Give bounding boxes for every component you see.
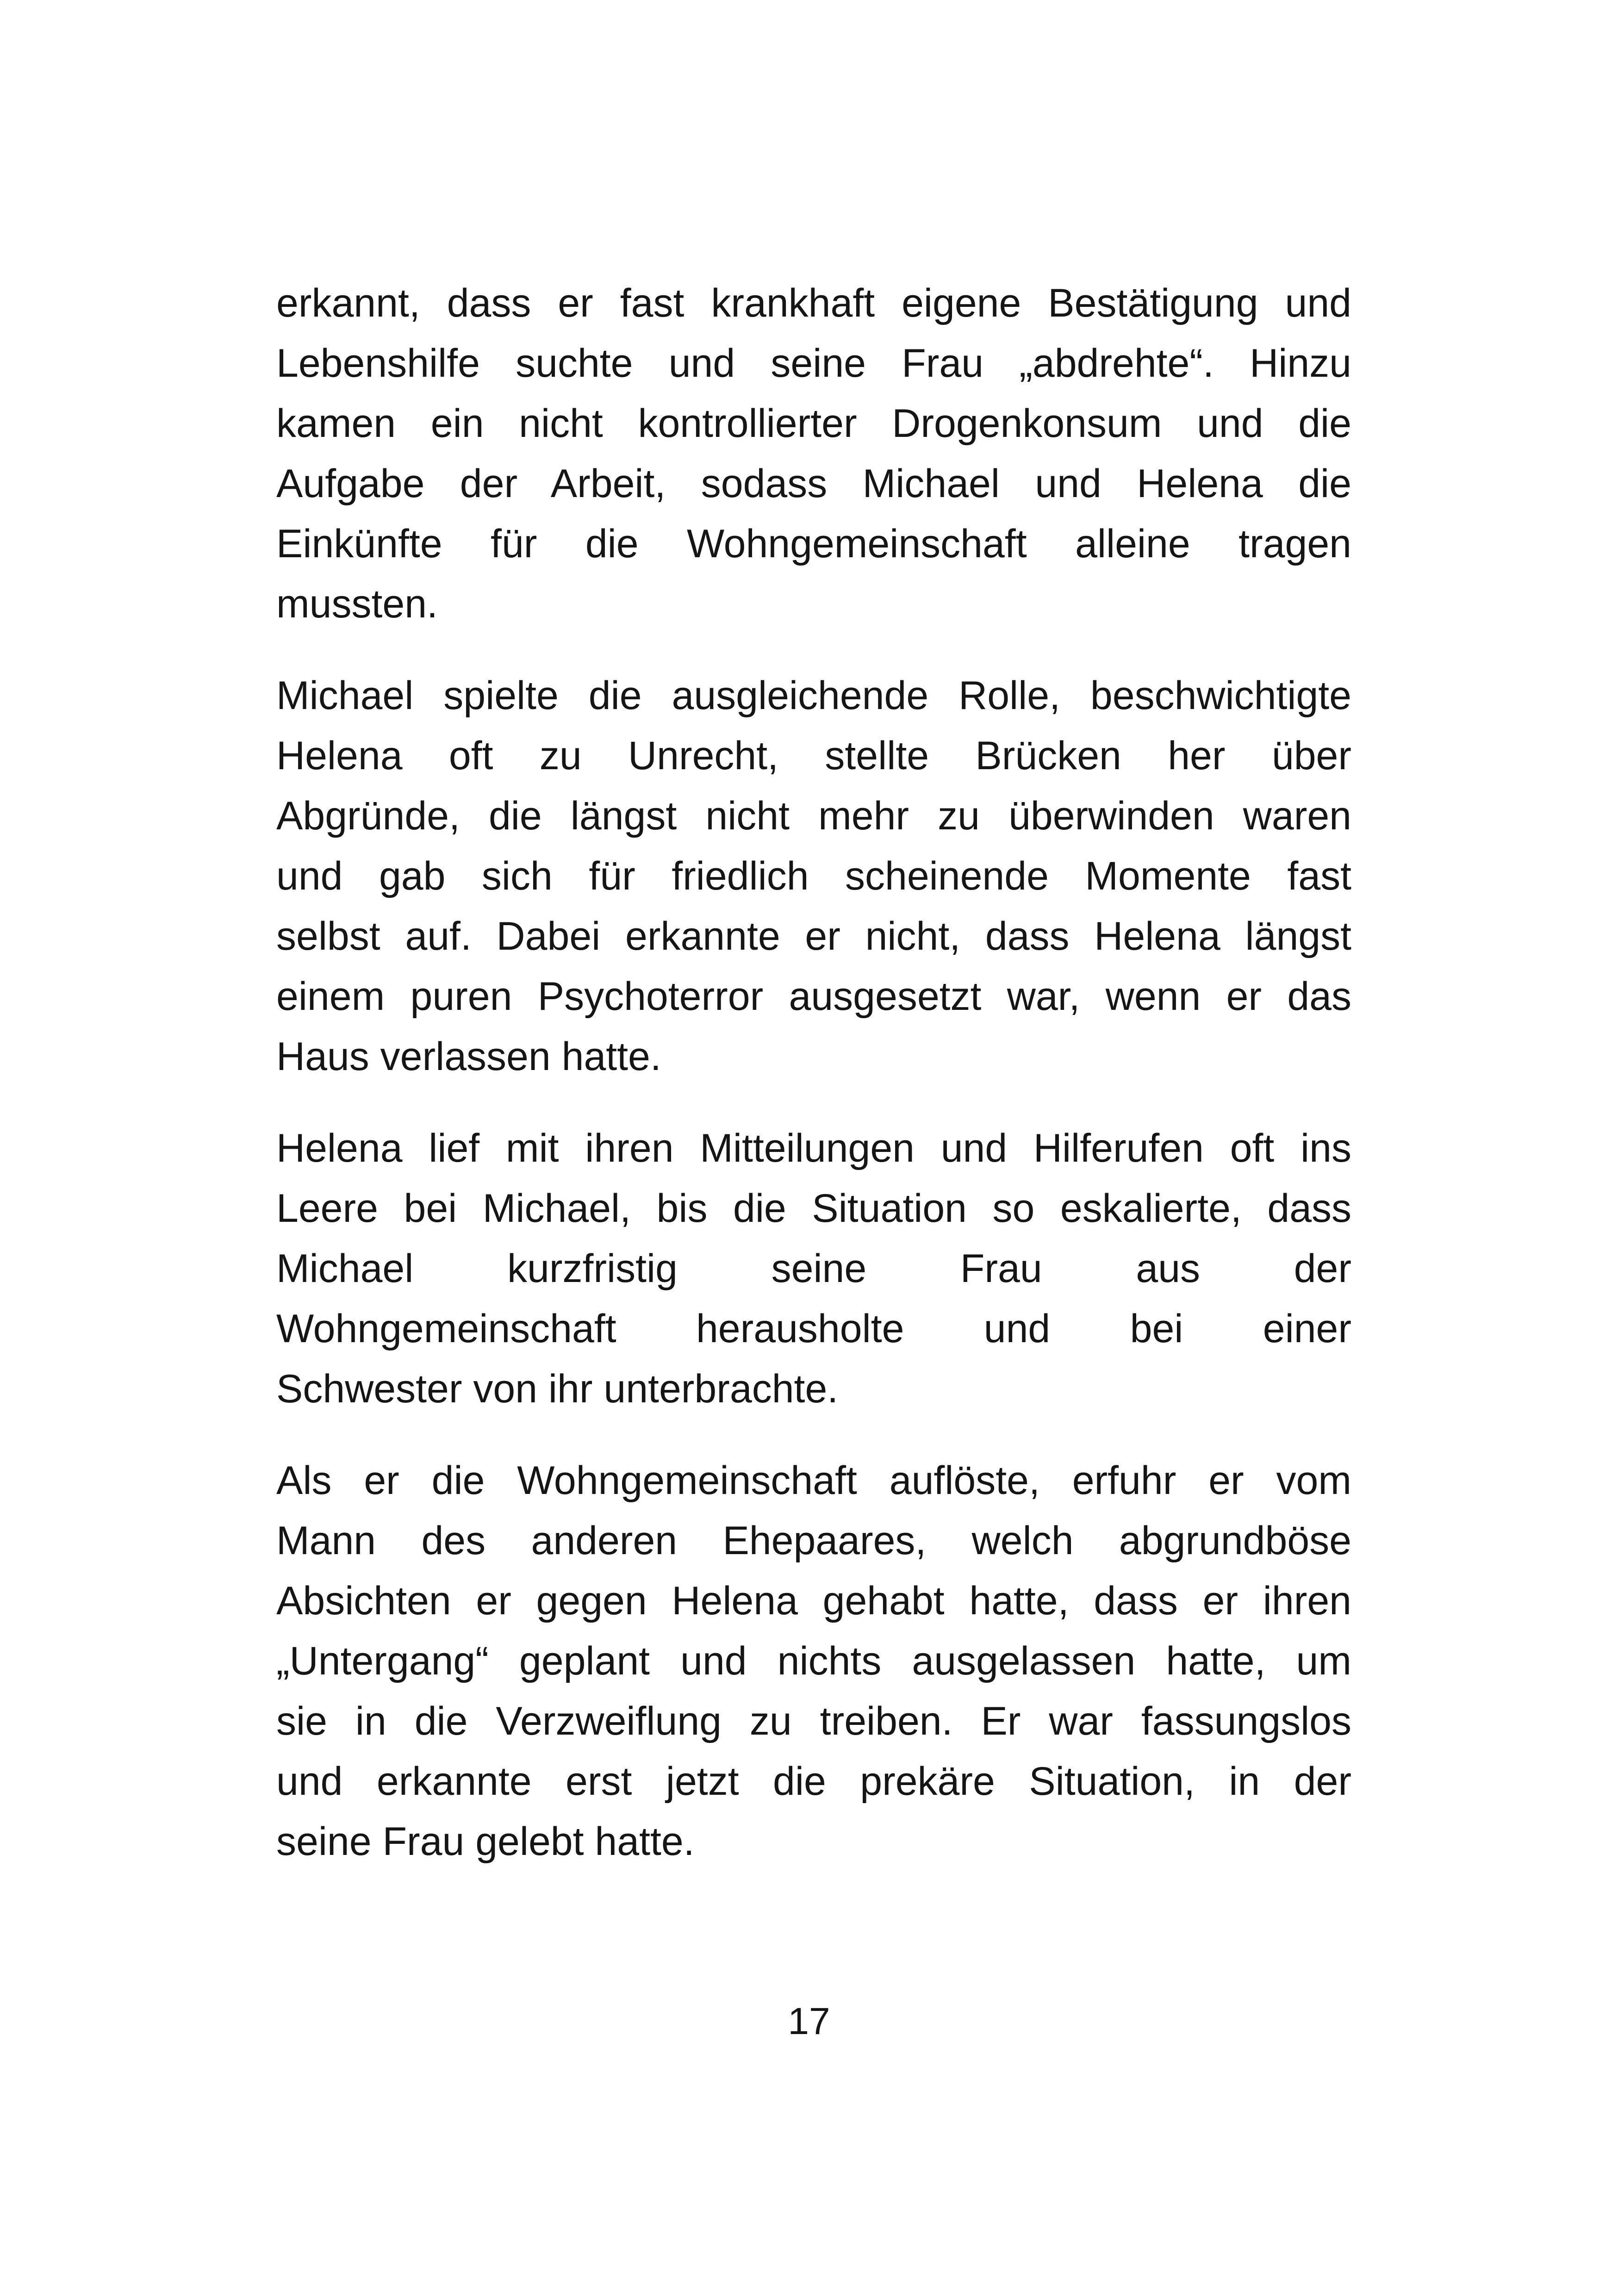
paragraph-4: [276, 1450, 1351, 1872]
text-line: Michael kurzfristig seine Frau aus der: [276, 1246, 1351, 1291]
text-line: Einkünfte für die Wohngemeinschaft alleine tragen: [276, 522, 1351, 566]
text-line: seine Frau gelebt hatte.: [276, 1819, 695, 1864]
text-line: selbst auf. Dabei erkannte er nicht, dass Helena längst: [276, 914, 1351, 958]
text-line: kamen ein nicht kontrollierter Drogenkonsum und die: [276, 401, 1351, 446]
text-line: Lebenshilfe suchte und seine Frau „abdrehte“. Hinzu: [276, 341, 1351, 386]
text-line: „Untergang“ geplant und nichts ausgelassen hatte, um: [276, 1639, 1351, 1683]
page-number: 17: [788, 2000, 830, 2042]
text-line: Mann des anderen Ehepaares, welch abgrundböse: [276, 1518, 1351, 1563]
text-line: erkannt, dass er fast krankhaft eigene Bestätigung und: [276, 281, 1351, 325]
text-line: und erkannte erst jetzt die prekäre Situation, in der: [276, 1759, 1351, 1804]
text-line: Leere bei Michael, bis die Situation so eskalierte, dass: [276, 1186, 1351, 1231]
text-line: Schwester von ihr unterbrachte.: [276, 1367, 839, 1411]
text-line: Helena oft zu Unrecht, stellte Brücken her über: [276, 734, 1351, 778]
text-line: Aufgabe der Arbeit, sodass Michael und Helena die: [276, 461, 1351, 506]
paragraph-1: [276, 273, 1351, 634]
text-line: Absichten er gegen Helena gehabt hatte, dass er ihren: [276, 1579, 1351, 1623]
text-line: sie in die Verzweiflung zu treiben. Er war fassungslos: [276, 1699, 1351, 1743]
body-text: [276, 273, 1351, 1903]
paragraph-2: [276, 666, 1351, 1087]
text-line: einem puren Psychoterror ausgesetzt war, wenn er das: [276, 974, 1351, 1019]
text-line: Abgründe, die längst nicht mehr zu überwinden waren: [276, 794, 1351, 838]
text-line: Wohngemeinschaft herausholte und bei einer: [276, 1307, 1351, 1351]
text-line: Michael spielte die ausgleichende Rolle, beschwichtigte: [276, 673, 1351, 718]
text-line: mussten.: [276, 582, 438, 626]
text-line: Als er die Wohngemeinschaft auflöste, erfuhr er vom: [276, 1458, 1351, 1503]
text-line: und gab sich für friedlich scheinende Momente fast: [276, 854, 1351, 898]
paragraph-3: [276, 1118, 1351, 1419]
text-line: Haus verlassen hatte.: [276, 1034, 661, 1079]
text-line: Helena lief mit ihren Mitteilungen und Hilferufen oft ins: [276, 1126, 1351, 1170]
